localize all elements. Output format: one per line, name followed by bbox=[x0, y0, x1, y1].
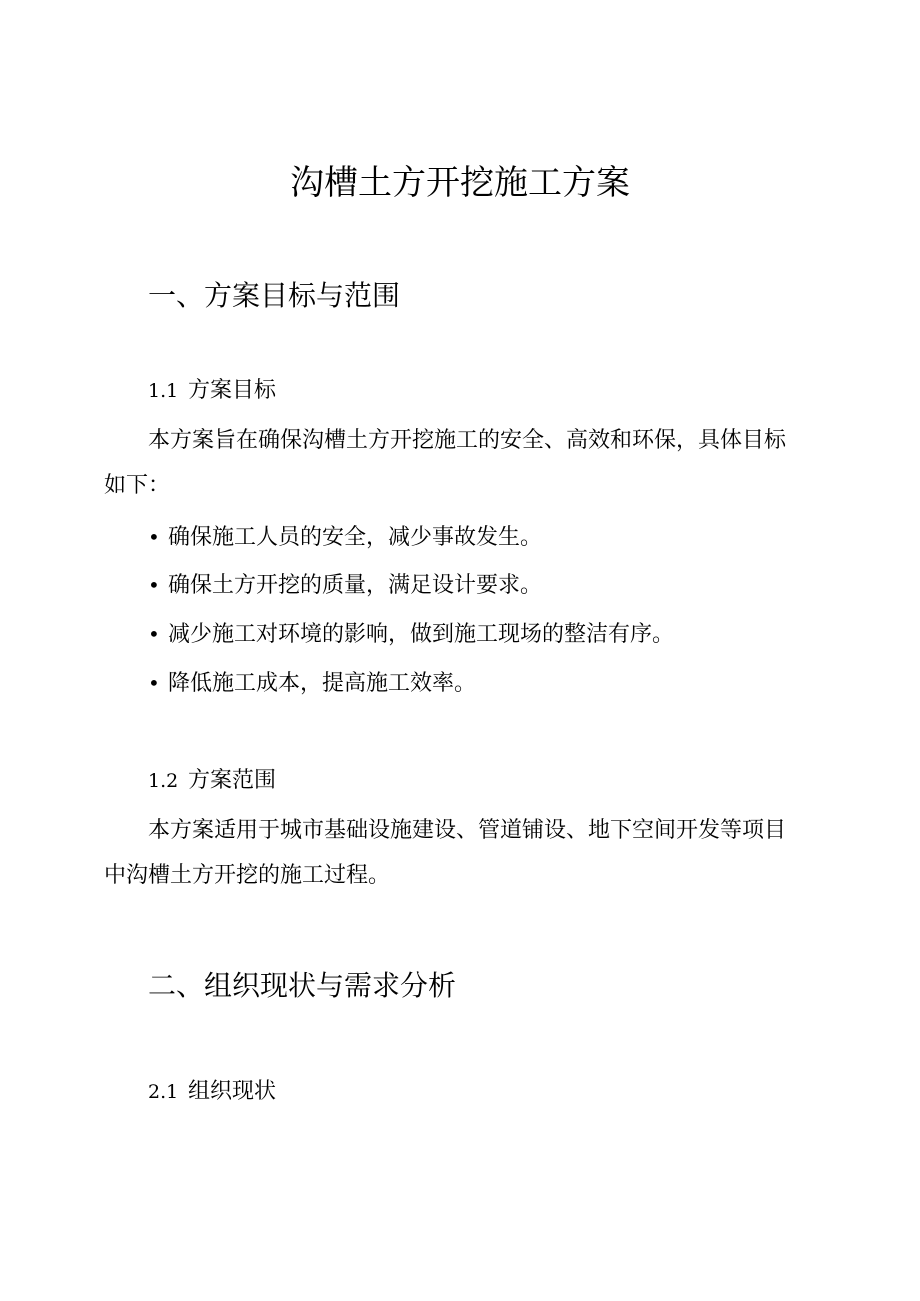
list-item-text: 降低施工成本，提高施工效率。 bbox=[168, 671, 477, 696]
list-item bbox=[148, 668, 476, 699]
subsection-number: 1.2 bbox=[148, 770, 179, 792]
bullet-icon: • bbox=[148, 622, 160, 646]
bullet-icon: • bbox=[148, 525, 160, 549]
section-heading-2: 二、组织现状与需求分析 bbox=[148, 969, 457, 1002]
list-item bbox=[148, 522, 542, 553]
subsection-title: 方案目标 bbox=[188, 378, 277, 403]
list-item-text: 确保土方开挖的质量，满足设计要求。 bbox=[168, 573, 543, 598]
subsection-title: 方案范围 bbox=[188, 768, 277, 793]
subsection-number: 1.1 bbox=[148, 380, 179, 402]
section-heading-1: 一、方案目标与范围 bbox=[148, 279, 401, 312]
subsection-heading-1-1 bbox=[148, 376, 276, 408]
document-title: 沟槽土方开挖施工方案 bbox=[290, 163, 630, 203]
subsection-heading-2-1 bbox=[148, 1077, 276, 1109]
subsection-title: 组织现状 bbox=[188, 1079, 277, 1104]
bullet-icon: • bbox=[148, 671, 160, 695]
paragraph-objective-intro: 本方案旨在确保沟槽土方开挖施工的安全、高效和环保，具体目标如下： bbox=[104, 428, 787, 498]
paragraph-scope: 本方案适用于城市基础设施建设、管道铺设、地下空间开发等项目中沟槽土方开挖的施工过程。 bbox=[104, 818, 787, 888]
list-item bbox=[148, 570, 542, 601]
bullet-icon: • bbox=[148, 573, 160, 597]
list-item bbox=[148, 619, 674, 650]
subsection-heading-1-2 bbox=[148, 766, 276, 798]
subsection-number: 2.1 bbox=[148, 1081, 179, 1103]
list-item-text: 减少施工对环境的影响，做到施工现场的整洁有序。 bbox=[168, 622, 675, 647]
list-item-text: 确保施工人员的安全，减少事故发生。 bbox=[168, 525, 543, 550]
